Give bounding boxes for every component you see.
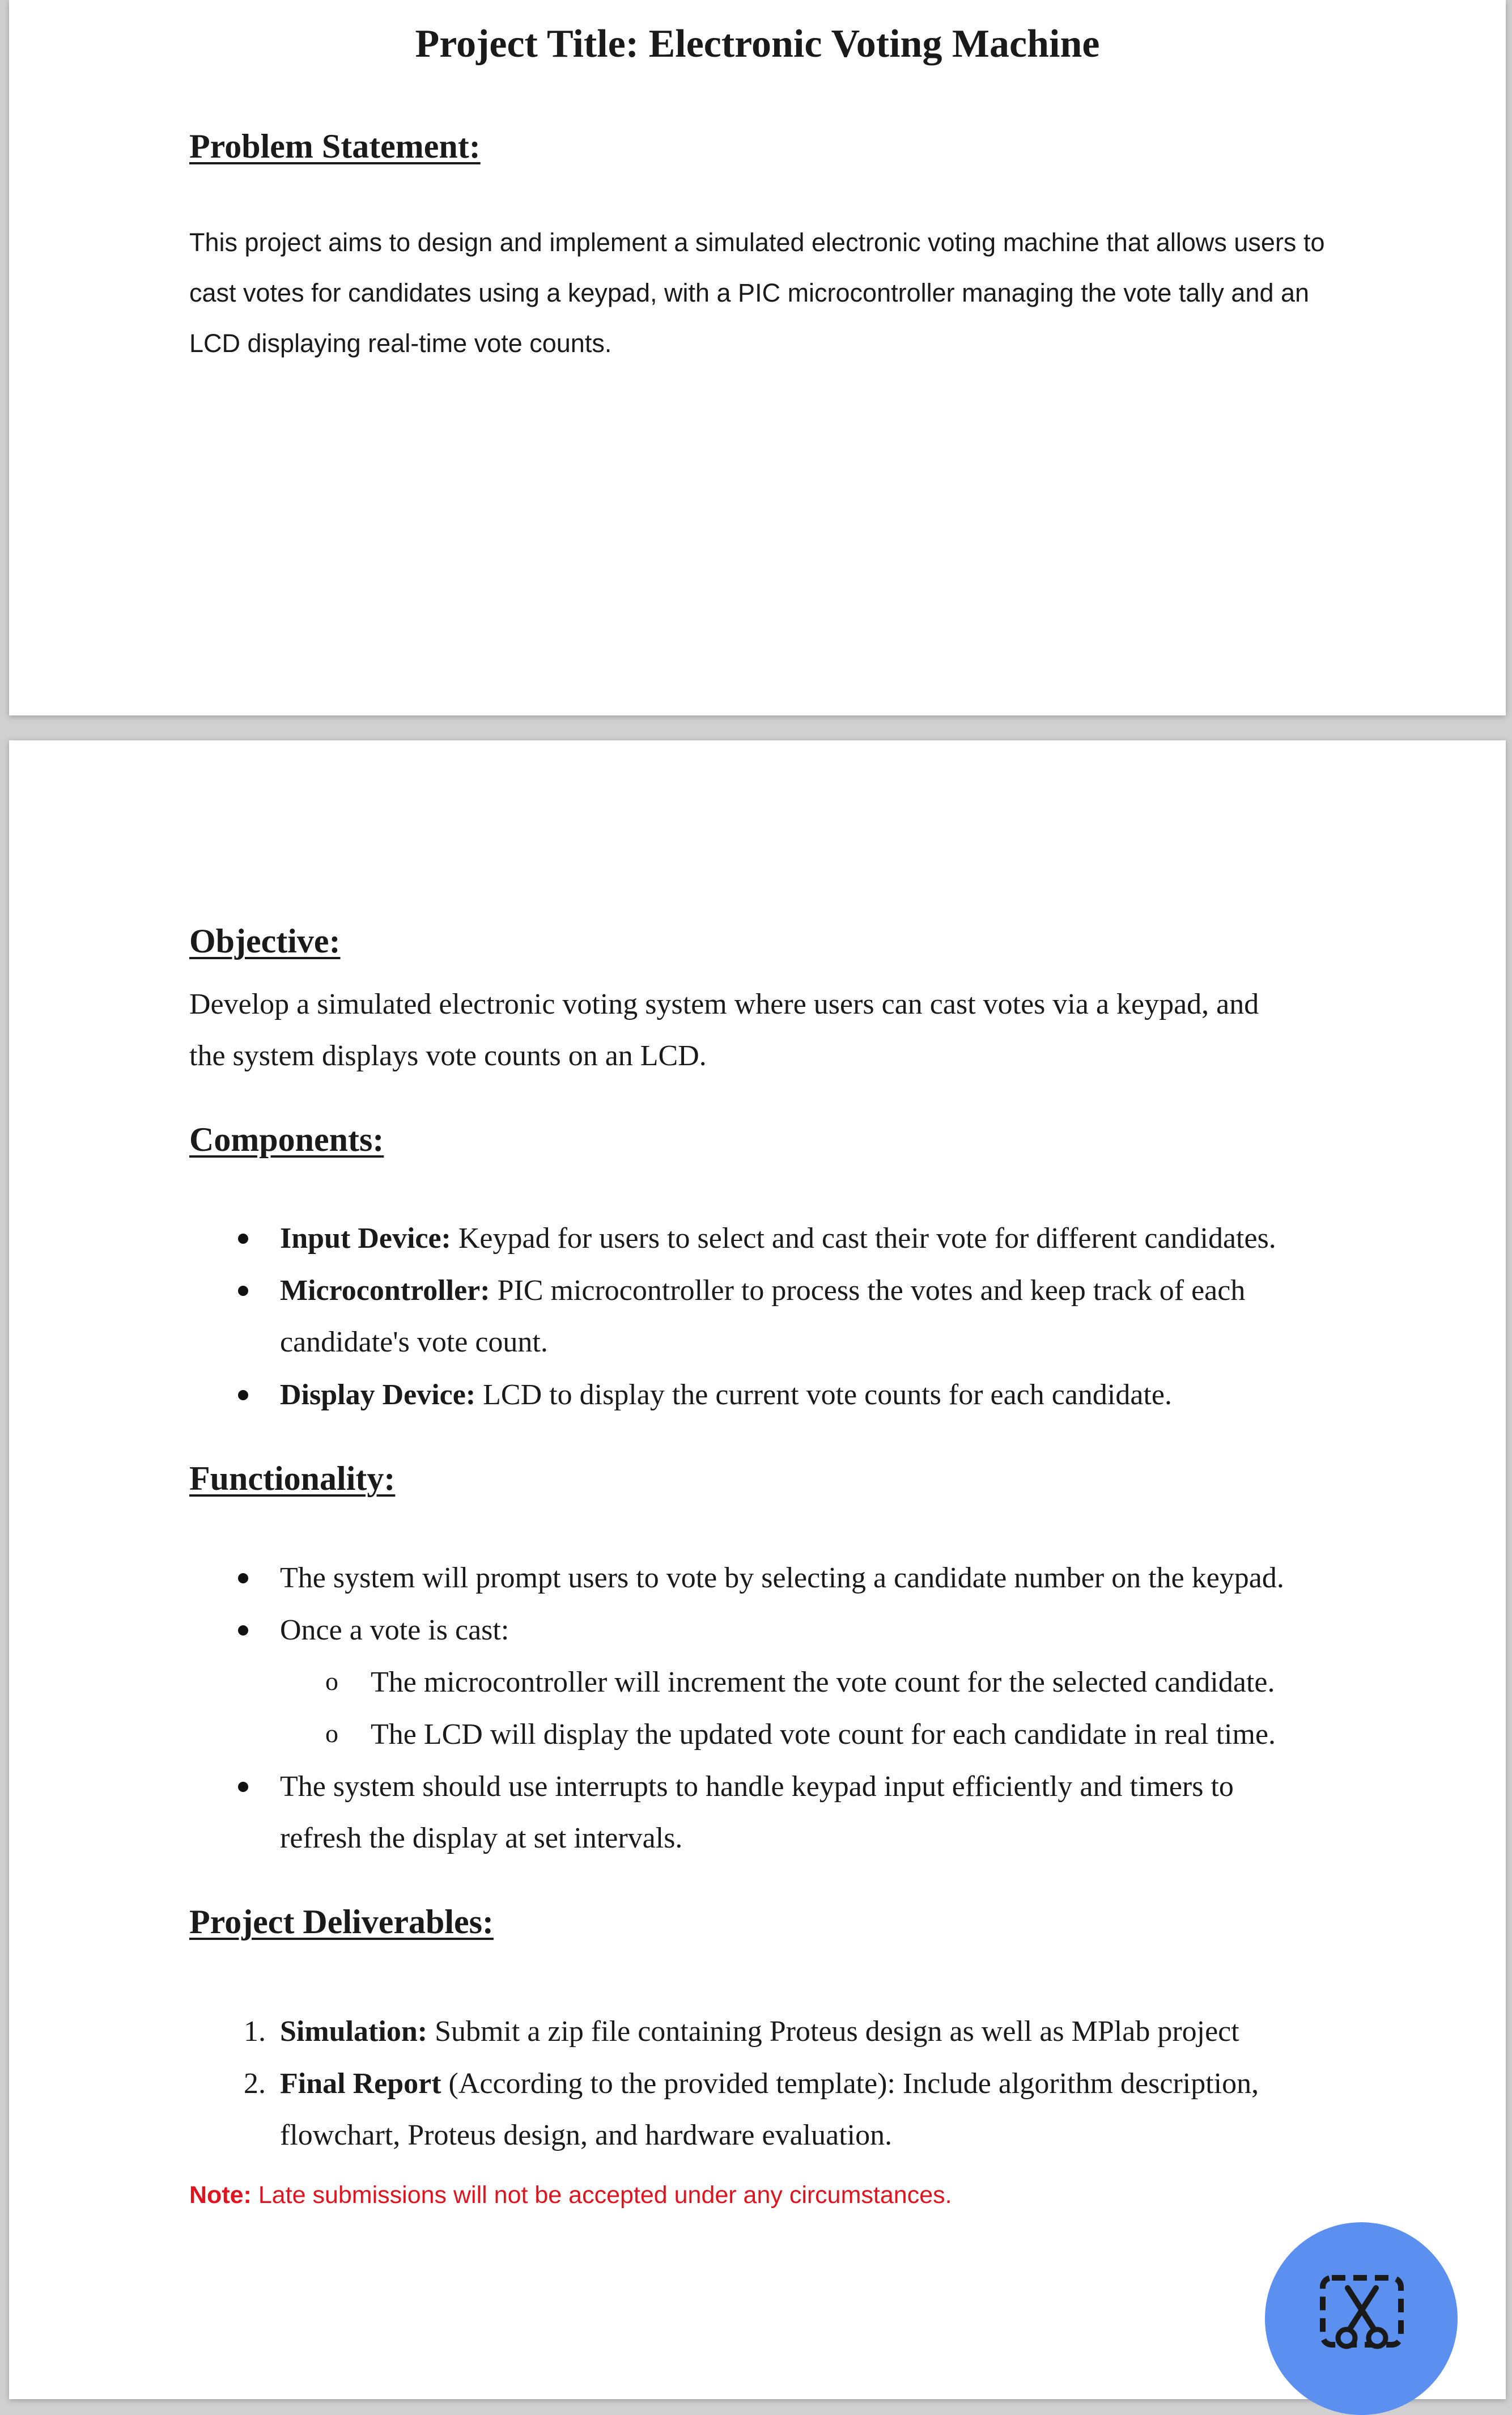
project-title: Project Title: Electronic Voting Machine (415, 22, 1100, 66)
functionality-item (280, 1761, 1234, 1864)
screenshot-scissors-icon[interactable] (1314, 2265, 1410, 2362)
deliverable-text: Submit a zip file containing Proteus design as well as MPlab project (427, 2015, 1239, 2048)
component-input-device (280, 1213, 1276, 1264)
document-page-1 (9, 0, 1506, 715)
problem-line: This project aims to design and implement a simulated electronic voting machine that allows users to (189, 228, 1325, 257)
problem-statement-text (189, 217, 1379, 368)
component-label: Display Device: (280, 1379, 476, 1411)
list-number: 1. (244, 2015, 266, 2048)
component-text: LCD to display the current vote counts for each candidate. (475, 1379, 1172, 1411)
sub-bullet-marker: o (325, 1719, 338, 1748)
note-label: Note: (189, 2181, 252, 2209)
deliverables-heading: Project Deliverables: (189, 1903, 494, 1941)
note-text: Late submissions will not be accepted under any circumstances. (251, 2181, 952, 2209)
deliverable-final-report (280, 2058, 1259, 2161)
component-microcontroller (280, 1265, 1245, 1368)
deliverable-label: Simulation: (280, 2015, 428, 2048)
objective-line: Develop a simulated electronic voting system where users can cast votes via a keypad, and (189, 988, 1259, 1020)
objective-text (189, 978, 1396, 1082)
problem-line: cast votes for candidates using a keypad, with a PIC microcontroller managing the vote tally and an (189, 278, 1310, 307)
document-page-2 (9, 740, 1506, 2399)
component-label: Input Device: (280, 1222, 451, 1255)
bullet-icon (238, 1625, 248, 1636)
deliverable-simulation (280, 2006, 1239, 2057)
functionality-subitem: The LCD will display the updated vote count for each candidate in real time. (371, 1718, 1276, 1751)
component-continuation: candidate's vote count. (280, 1326, 548, 1358)
functionality-item-continuation: refresh the display at set intervals. (280, 1822, 683, 1854)
bullet-icon (238, 1782, 248, 1792)
bullet-icon (238, 1390, 248, 1400)
problem-line: LCD displaying real-time vote counts. (189, 329, 612, 358)
bullet-icon (238, 1286, 248, 1296)
component-text: PIC microcontroller to process the votes and keep track of each (490, 1274, 1246, 1307)
deliverable-label: Final Report (280, 2067, 441, 2100)
functionality-item: Once a vote is cast: (280, 1614, 509, 1646)
objective-line: the system displays vote counts on an LCD. (189, 1040, 707, 1072)
functionality-heading: Functionality: (189, 1460, 396, 1497)
late-submission-note (189, 2181, 952, 2209)
bullet-icon (238, 1573, 248, 1583)
functionality-subitem: The microcontroller will increment the vote count for the selected candidate. (371, 1666, 1275, 1698)
components-heading: Components: (189, 1121, 384, 1158)
component-text: Keypad for users to select and cast their vote for different candidates. (451, 1222, 1276, 1255)
component-label: Microcontroller: (280, 1274, 490, 1307)
deliverable-continuation: flowchart, Proteus design, and hardware evaluation. (280, 2119, 893, 2151)
bullet-icon (238, 1234, 248, 1244)
component-display-device (280, 1369, 1172, 1421)
functionality-item-text: The system should use interrupts to handle keypad input efficiently and timers to (280, 1770, 1234, 1803)
problem-statement-heading: Problem Statement: (189, 128, 481, 165)
list-number: 2. (244, 2067, 266, 2100)
sub-bullet-marker: o (325, 1667, 338, 1696)
objective-heading: Objective: (189, 922, 341, 960)
functionality-item: The system will prompt users to vote by selecting a candidate number on the keypad. (280, 1562, 1284, 1594)
deliverable-text: (According to the provided template): Include algorithm description, (441, 2067, 1259, 2100)
